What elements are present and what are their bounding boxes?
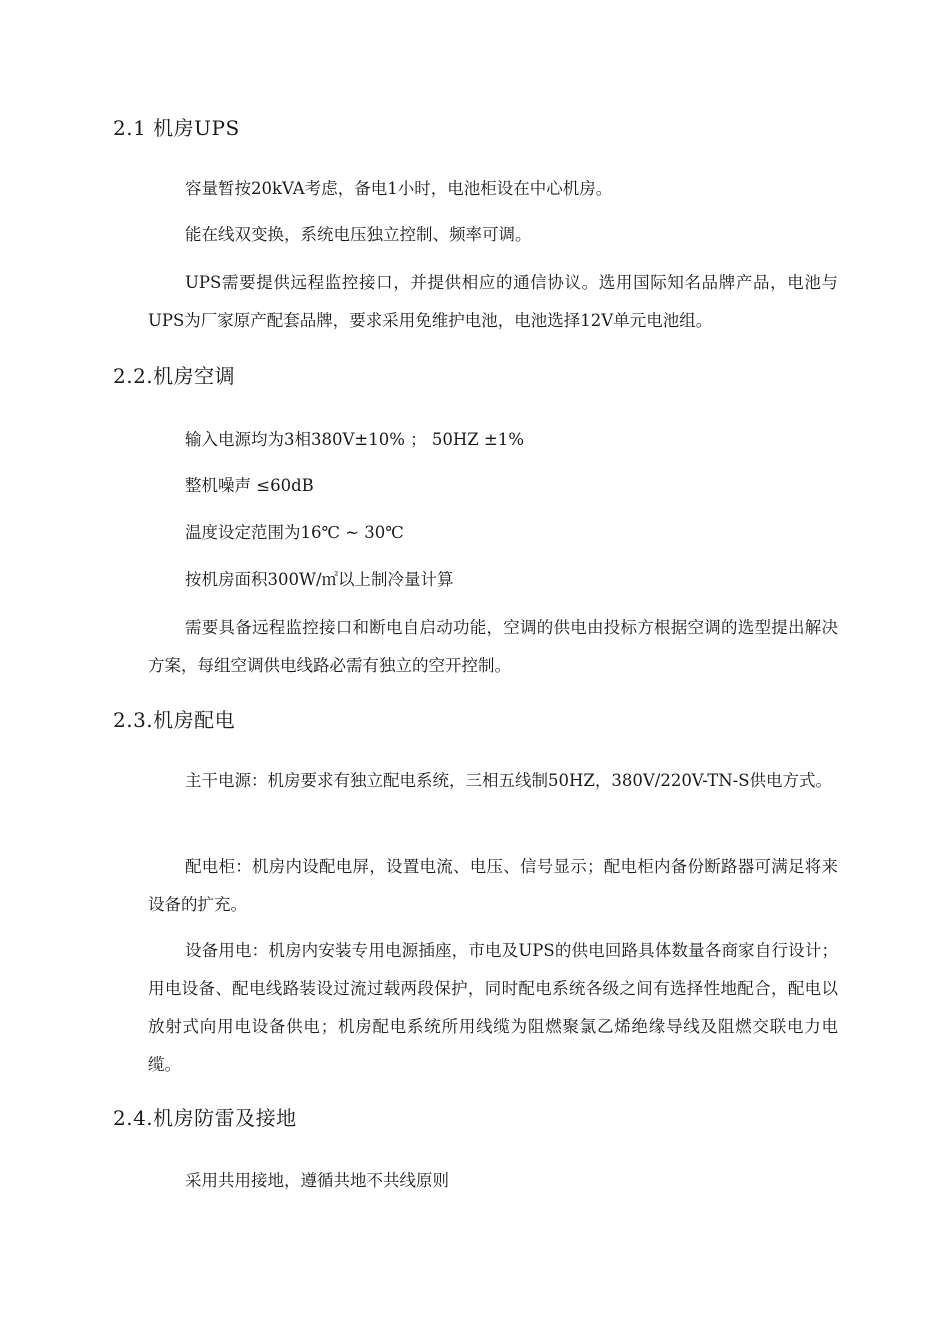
paragraph: UPS需要提供远程监控接口，并提供相应的通信协议。选用国际知名品牌产品，电池与UPS为厂家原产配套品牌，要求采用免维护电池，电池选择12V单元电池组。 (148, 273, 838, 330)
section-heading-air-conditioning: 2.2.机房空调 (113, 364, 236, 388)
paragraph: 输入电源均为3相380V±10% ； 50HZ ±1% (185, 430, 524, 449)
paragraph: 配电柜：机房内设配电屏，设置电流、电压、信号显示；配电柜内备份断路器可满足将来设备的扩充。 (148, 857, 838, 914)
paragraph: 能在线双变换，系统电压独立控制、频率可调。 (185, 225, 532, 244)
section-heading-ups: 2.1 机房UPS (113, 116, 240, 140)
paragraph: 温度设定范围为16℃ ~ 30℃ (185, 523, 404, 542)
paragraph: 采用共用接地，遵循共地不共线原则 (185, 1171, 449, 1190)
paragraph: 整机噪声 ≤60dB (185, 476, 314, 495)
paragraph: 设备用电：机房内安装专用电源插座，市电及UPS的供电回路具体数量各商家自行设计；用电设备、配电线路装设过流过载两段保护，同时配电系统各级之间有选择性地配合，配电以放射式向用电设备供电；机房配电系统所用线缆为阻燃聚氯乙烯绝缘导线及阻燃交联电力电缆。 (148, 941, 838, 1074)
paragraph: 需要具备远程监控接口和断电自启动功能，空调的供电由投标方根据空调的选型提出解决方案，每组空调供电线路必需有独立的空开控制。 (148, 618, 838, 675)
section-heading-lightning-grounding: 2.4.机房防雷及接地 (113, 1106, 297, 1130)
paragraph: 容量暂按20kVA考虑，备电1小时，电池柜设在中心机房。 (185, 179, 613, 198)
paragraph: 按机房面积300W/㎡以上制冷量计算 (185, 570, 454, 589)
section-heading-power-distribution: 2.3.机房配电 (113, 708, 236, 732)
paragraph: 主干电源：机房要求有独立配电系统，三相五线制50HZ，380V/220V-TN-S供电方式。 (185, 771, 833, 790)
